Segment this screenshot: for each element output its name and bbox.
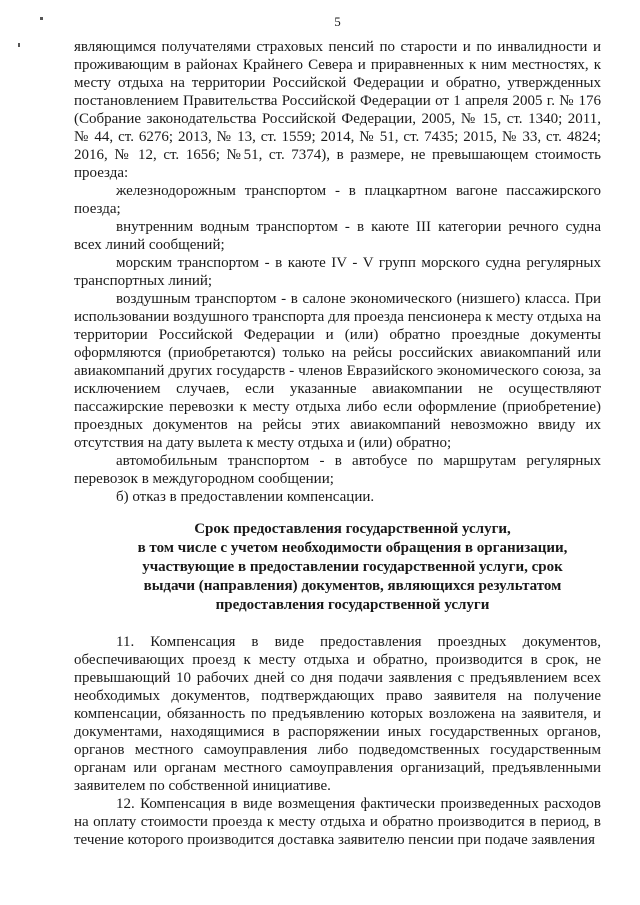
refusal-item: б) отказ в предоставлении компенсации. <box>116 489 375 505</box>
heading-line: Срок предоставления государственной услуги, <box>194 521 511 537</box>
list-item-air: воздушным транспортом - в салоне экономического (низшего) класса. При использовании воздушного транспорта для проезда пенсионера к месту отдыха на территории Российской Федерации и (или) обратно проездные документы оформляются (приобретаются) только на рейсы российских авиакомпаний или авиакомпаний других государств - членов Евразийского экономического союза, за исключением случаев, если указанные авиакомпании не осуществляют пассажирские перевозки к месту отдыха либо если оформление (приобретение) проездных документов на рейсы этих авиакомпаний невозможно ввиду их отсутствия на дату вылета к месту отдыха и (или) обратно; <box>74 291 601 451</box>
page-number: 5 <box>334 14 341 29</box>
heading-line: выдачи (направления) документов, являющихся результатом <box>143 578 562 594</box>
document-page <box>74 14 601 849</box>
section-heading <box>74 520 601 615</box>
heading-line: предоставления государственной услуги <box>215 597 490 613</box>
list-item-rail: железнодорожным транспортом - в плацкартном вагоне пассажирского поезда; <box>74 183 601 217</box>
list-item-auto: автомобильным транспортом - в автобусе по маршрутам регулярных перевозок в междугородном сообщении; <box>74 453 601 487</box>
heading-line: в том числе с учетом необходимости обращения в организации, <box>137 540 568 556</box>
paragraph: являющимся получателями страховых пенсий по старости и по инвалидности и проживающим в районах Крайнего Севера и приравненных к ним местностях, к месту отдыха на территории Российской Федерации и обратно, утвержденных постановлением Правительства Российской Федерации от 1 апреля 2005 г. № 176 (Собрание законодательства Российской Федерации, 2005, № 15, ст. 1340; 2011, № 44, ст. 6276; 2013, № 13, ст. 1559; 2014, № 51, ст. 7435; 2015, № 33, ст. 4824; 2016, № 12, ст. 1656; №51, ст. 7374), в размере, не превышающем стоимость проезда: <box>74 39 601 181</box>
spacer <box>74 615 601 633</box>
clause-11: 11. Компенсация в виде предоставления проездных документов, обеспечивающих проезд к месту отдыха и обратно, производится в срок, не превышающий 10 рабочих дней со дня подачи заявления с предъявлением всех необходимых документов, подтверждающих право заявителя на получение компенсации, обязанность по предъявлению которых возложена на заявителя, и документами, находящимися в распоряжении иных государственных органов, органов местного самоуправления либо подведомственных государственным органам или органам местного самоуправления организаций, предъявленными заявителем по собственной инициативе. <box>74 634 601 794</box>
clause-12: 12. Компенсация в виде возмещения фактически произведенных расходов на оплату стоимости проезда к месту отдыха и обратно производится в период, в течение которого производится доставка заявителю пенсии при подаче заявления <box>74 796 601 848</box>
scan-speck <box>40 17 43 20</box>
heading-line: участвующие в предоставлении государственной услуги, срок <box>142 559 563 575</box>
list-item-sea: морским транспортом - в каюте IV - V групп морского судна регулярных транспортных линий; <box>74 255 601 289</box>
list-item-river: внутренним водным транспортом - в каюте III категории речного судна всех линий сообщений; <box>74 219 601 253</box>
scan-speck <box>18 43 20 47</box>
